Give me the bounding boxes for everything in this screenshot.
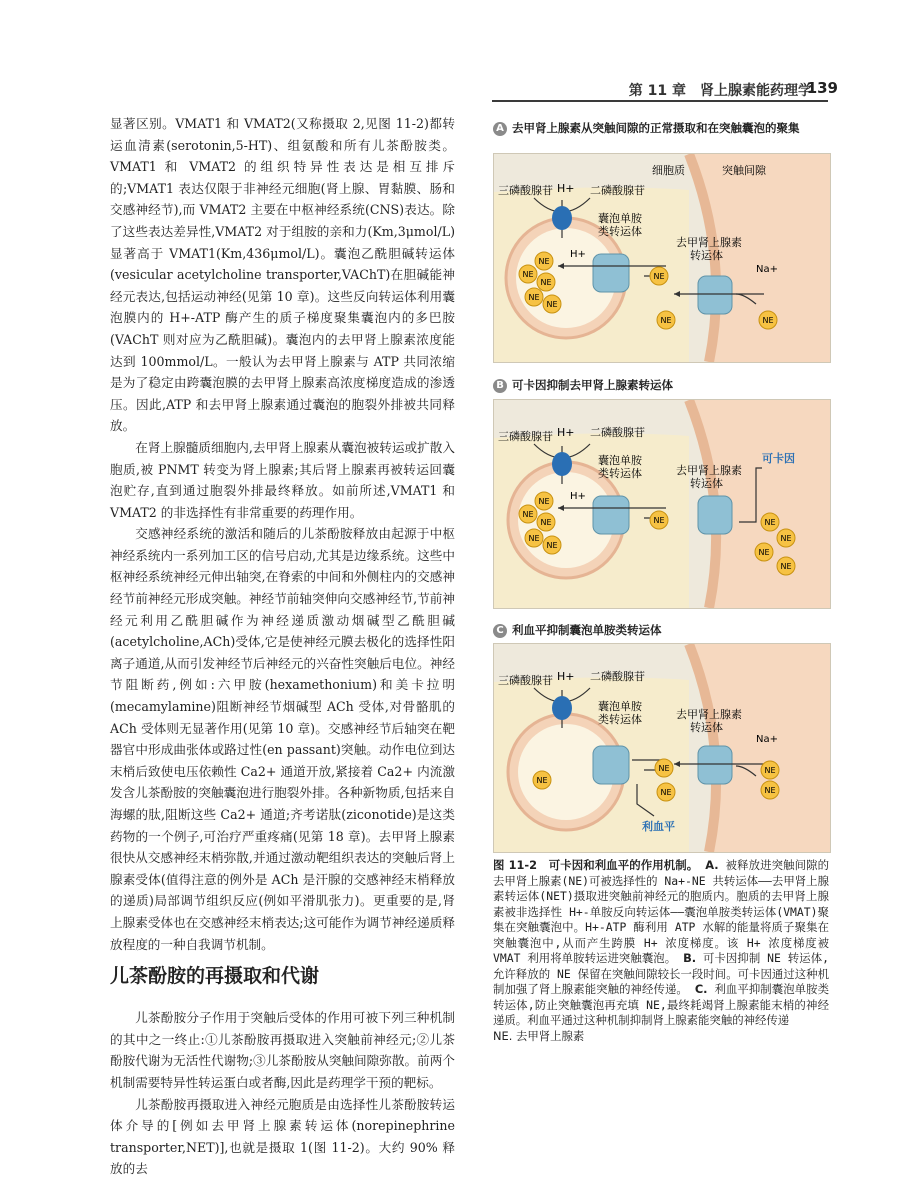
ne-label: NE	[653, 516, 665, 525]
vmat-label-2: 类转运体	[598, 713, 642, 726]
cocaine-label: 可卡因	[762, 452, 795, 465]
vmat-label-1: 囊泡单胺	[598, 454, 642, 467]
panel-a	[493, 153, 831, 363]
vmat-transporter	[593, 746, 629, 784]
panel-c	[493, 643, 831, 853]
chapter-title: 第 11 章 肾上腺素能药理学	[628, 83, 812, 99]
ne-label: NE	[658, 764, 670, 773]
adp-label: 二磷酸腺苷	[590, 184, 645, 197]
left-column	[110, 113, 455, 1180]
ne-label: NE	[780, 562, 792, 571]
ne-label: NE	[764, 786, 776, 795]
ne-label: NE	[660, 788, 672, 797]
net-label-1: 去甲肾上腺素	[676, 236, 742, 249]
panel-a-title: 去甲肾上腺素从突触间隙的正常摄取和在突触囊泡的聚集	[512, 121, 800, 135]
reserpine-label: 利血平	[642, 820, 675, 833]
paragraph-1: 显著区别。VMAT1 和 VMAT2(又称摄取 2,见图 11-2)都转运血清素(serotonin,5-HT)、组氨酸和所有儿茶酚胺类。VMAT1 和 VMAT2 的组织特异性表达是相互排斥的;VMAT1 表达仅限于非神经元细胞(肾上腺、胃黏膜、肠和交感神经节),而 VMAT2 主要在中枢神经系统(CNS)表达。除了这些表达差异性,VMAT2 对于组胺的亲和力(Km,3μmol/L)显著高于 VMAT1(Km,436μmol/L)。囊泡乙酰胆碱转运体(vesicular acetylcholine transporter,VAChT)在胆碱能神经元表达,包括运动神经(见第 10 章)。这些反向转运体利用囊泡膜内的 H+-ATP 酶产生的质子梯度聚集囊泡内的多巴胺(VAChT 则对应为乙酰胆碱)。囊泡内的去甲肾上腺素浓度能达到 100mmol/L。一般认为去甲肾上腺素与 ATP 共同浓缩是为了稳定由跨囊泡膜的去甲肾上腺素高浓度梯度造成的渗透压。因此,ATP 和去甲肾上腺素通过囊泡的胞裂外排被共同释放。	[110, 116, 455, 434]
vmat-label-1: 囊泡单胺	[598, 212, 642, 225]
panel-b-title: 可卡因抑制去甲肾上腺素转运体	[512, 378, 673, 392]
net-transporter	[698, 496, 732, 534]
panel-c-heading	[493, 623, 813, 638]
paragraph-4: 儿茶酚胺分子作用于突触后受体的作用可被下列三种机制的其中之一终止:①儿茶酚胺再摄取进入突触前神经元;②儿茶酚胺代谢为无活性代谢物;③儿茶酚胺从突触间隙弥散。前两个机制需要特异性转运蛋白或者酶,因此是药理学干预的靶标。	[110, 1010, 455, 1090]
caption-title: 图 11-2 可卡因和利血平的作用机制。	[493, 858, 699, 872]
panel-c-letter: C	[493, 624, 507, 638]
ne-label: NE	[538, 257, 550, 266]
vmat-label-2: 类转运体	[598, 225, 642, 238]
proton-label: H+	[557, 670, 575, 683]
ne-label: NE	[528, 534, 540, 543]
sodium-label: Na+	[756, 264, 778, 275]
proton-label: H+	[557, 426, 575, 439]
atp-label: 三磷酸腺苷	[498, 184, 553, 197]
vmat-label-2: 类转运体	[598, 467, 642, 480]
caption-a-letter: A.	[705, 858, 719, 872]
net-label-1: 去甲肾上腺素	[676, 708, 742, 721]
header-rule	[492, 100, 828, 102]
ne-label: NE	[764, 766, 776, 775]
ne-label: NE	[780, 534, 792, 543]
ne-label: NE	[540, 518, 552, 527]
ne-label: NE	[528, 293, 540, 302]
paragraph-3: 交感神经系统的激活和随后的儿茶酚胺释放由起源于中枢神经系统内一系列加工区的信号启动,尤其是边缘系统。这些中枢神经系统神经元伸出轴突,在脊索的中间和外侧柱内的交感神经节前神经元形成突触。神经节前轴突伸向交感神经节,节前神经元利用乙酰胆碱作为神经递质激动烟碱型乙酰胆碱(acetylcholine,ACh)受体,它是使神经元膜去极化的选择性阳离子通道,从而引发神经节后神经元的兴奋性突触后电位。神经节阻断药,例如:六甲胺(hexamethonium)和美卡拉明(mecamylamine)阻断神经节烟碱型 ACh 受体,对骨骼肌的 ACh 受体则无显著作用(见第 10 章)。交感神经节后轴突在靶器官中形成曲张体或路过性(en passant)突触。动作电位到达末梢后致使电压依赖性 Ca2+ 通道开放,紧接着 Ca2+ 内流激发含儿茶酚胺的突触囊泡进行胞裂外排。各种新物质,包括来自海螺的肽,阻断这些 Ca2+ 通道;齐考诺肽(ziconotide)是这类药物的一个例子,可治疗严重疼痛(见第 18 章)。去甲肾上腺素很快从交感神经末梢弥散,并通过激动靶组织表达的突触后肾上腺素受体(值得注意的例外是 ACh 是汗腺的交感神经末梢释放的递质)局部调节组织反应(例如平滑肌张力)。更重要的是,肾上腺素受体也在交感神经末梢表达;这可能作为调节神经递质释放程度的一种自我调节机制。	[110, 526, 455, 952]
panel-c-title: 利血平抑制囊泡单胺类转运体	[512, 623, 662, 637]
ne-label: NE	[538, 497, 550, 506]
net-label-2: 转运体	[690, 477, 723, 490]
net-label-1: 去甲肾上腺素	[676, 464, 742, 477]
ne-label: NE	[762, 316, 774, 325]
panel-b	[493, 399, 831, 609]
ne-label: NE	[653, 272, 665, 281]
proton-label-2: H+	[570, 249, 586, 260]
caption-c-text: 利血平抑制囊泡单胺类转运体,防止突触囊泡再充填 NE,最终耗竭肾上腺素能末梢的神经递质。利血平通过这种机制抑制肾上腺素能突触的神经传递	[493, 982, 829, 1027]
ne-label: NE	[536, 776, 548, 785]
proton-pump	[552, 696, 572, 720]
net-label-2: 转运体	[690, 249, 723, 262]
proton-pump	[552, 452, 572, 476]
caption-c-letter: C.	[694, 982, 708, 996]
adp-label: 二磷酸腺苷	[590, 670, 645, 683]
atp-label: 三磷酸腺苷	[498, 430, 553, 443]
caption-b-text: 可卡因抑制 NE 转运体,允许释放的 NE 保留在突触间隙较长一段时间。可卡因通过这种机制加强了肾上腺素能突触的神经传递。	[493, 951, 830, 996]
ne-label: NE	[660, 316, 672, 325]
panel-b-heading	[493, 378, 813, 393]
cytoplasm-label: 细胞质	[652, 164, 685, 177]
panel-a-letter: A	[493, 122, 507, 136]
paragraph-5: 儿茶酚胺再摄取进入神经元胞质是由选择性儿茶酚胺转运体介导的[例如去甲肾上腺素转运体(norepinephrine transporter,NET)],也就是摄取 1(图 11-2)。大约 90% 释放的去	[110, 1096, 455, 1177]
section-heading: 儿茶酚胺的再摄取和代谢	[110, 965, 320, 988]
ne-label: NE	[546, 541, 558, 550]
panel-b-letter: B	[493, 379, 507, 393]
caption-footnote: NE. 去甲肾上腺素	[493, 1028, 585, 1043]
figure-caption	[493, 858, 829, 1044]
ne-label: NE	[758, 548, 770, 557]
paragraph-2: 在肾上腺髓质细胞内,去甲肾上腺素从囊泡被转运或扩散入胞质,被 PNMT 转变为肾上腺素;其后肾上腺素再被转运回囊泡贮存,直到通过胞裂外排最终释放。如前所述,VMAT1 和 VMAT2 的非选择性有非常重要的药理作用。	[110, 439, 455, 520]
ne-label: NE	[540, 278, 552, 287]
ne-label: NE	[522, 270, 534, 279]
net-transporter	[698, 276, 732, 314]
ne-label: NE	[522, 510, 534, 519]
ne-label: NE	[546, 300, 558, 309]
atp-label: 三磷酸腺苷	[498, 674, 553, 687]
sodium-label: Na+	[756, 734, 778, 745]
caption-a-text: 被释放进突触间隙的去甲肾上腺素(NE)可被选择性的 Na+-NE 共转运体——去甲肾上腺素转运体(NET)摄取进突触前神经元的胞质内。胞质的去甲肾上腺素被非选择性 H+-单胺反向转运体——囊泡单胺类转运体(VMAT)聚集在突触囊泡中。H+-ATP 酶利用 ATP 水解的能量将质子聚集在突触囊泡中,从而产生跨膜 H+ 浓度梯度。该 H+ 浓度梯度被 VMAT 利用将单胺转运进突触囊泡。	[493, 858, 829, 965]
panel-a-heading	[493, 121, 813, 136]
adp-label: 二磷酸腺苷	[590, 426, 645, 439]
proton-label-2: H+	[570, 491, 586, 502]
proton-pump	[552, 206, 572, 230]
vmat-transporter	[593, 496, 629, 534]
ne-label: NE	[764, 518, 776, 527]
vmat-transporter	[593, 254, 629, 292]
vmat-label-1: 囊泡单胺	[598, 700, 642, 713]
caption-b-letter: B.	[683, 951, 697, 965]
page-number: 139	[806, 79, 838, 97]
cleft-label: 突触间隙	[722, 164, 766, 177]
net-label-2: 转运体	[690, 721, 723, 734]
proton-label: H+	[557, 182, 575, 195]
net-transporter	[698, 746, 732, 784]
